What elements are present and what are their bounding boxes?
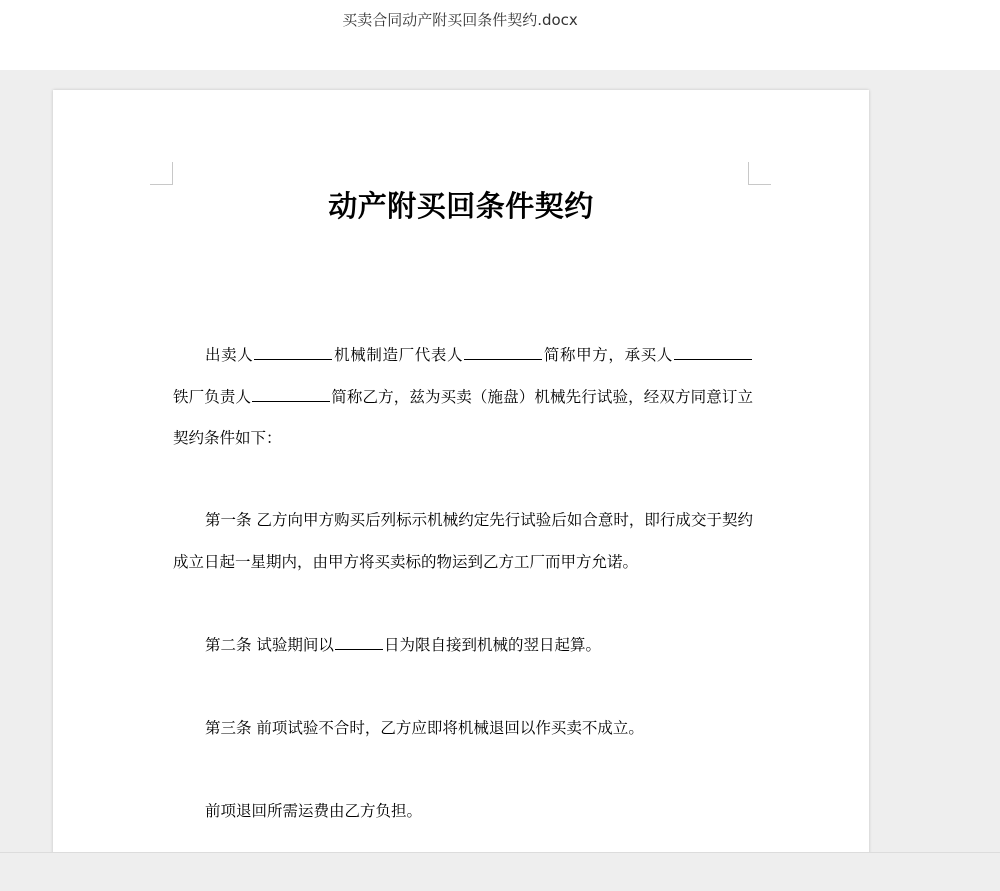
seller-label: 出卖人 xyxy=(205,346,254,364)
status-bar xyxy=(0,852,1000,891)
intro-tail: 简称乙方，兹为买卖（施盘）机械先行试验，经双方同意订立契约条件如下： xyxy=(173,387,753,447)
ironworks-label: 铁厂负责人 xyxy=(173,387,252,406)
rep-blank xyxy=(464,341,542,360)
buyer-blank xyxy=(674,341,752,360)
paragraph-4: 前项退回所需运费由乙方负担。 xyxy=(205,802,423,820)
party-a-label: 简称甲方，承买人 xyxy=(543,346,673,364)
title-bar xyxy=(0,0,1000,70)
article-2-after: 日为限自接到机械的翌日起算。 xyxy=(383,636,601,654)
days-blank xyxy=(335,631,383,650)
article-2 xyxy=(173,625,753,667)
intro-paragraph xyxy=(173,335,753,460)
document-page[interactable] xyxy=(53,90,869,870)
article-1: 第一条 乙方向甲方购买后列标示机械约定先行试验后如合意时，即行成交于契约成立日起一星期内，由甲方将买卖标的物运到乙方工厂而甲方允诺。 xyxy=(173,511,753,571)
article-3: 第三条 前项试验不合时，乙方应即将机械退回以作买卖不成立。 xyxy=(205,719,644,737)
article-2-before: 第二条 试验期间以 xyxy=(205,636,334,654)
factory-rep-label: 机械制造厂代表人 xyxy=(333,346,464,364)
margin-corner-top-left xyxy=(150,162,173,185)
document-heading: 动产附买回条件契约 xyxy=(328,189,594,223)
seller-blank xyxy=(254,341,332,360)
document-filename: 买卖合同动产附买回条件契约.docx xyxy=(342,11,578,29)
responsible-blank xyxy=(252,383,330,402)
margin-corner-top-right xyxy=(748,162,771,185)
